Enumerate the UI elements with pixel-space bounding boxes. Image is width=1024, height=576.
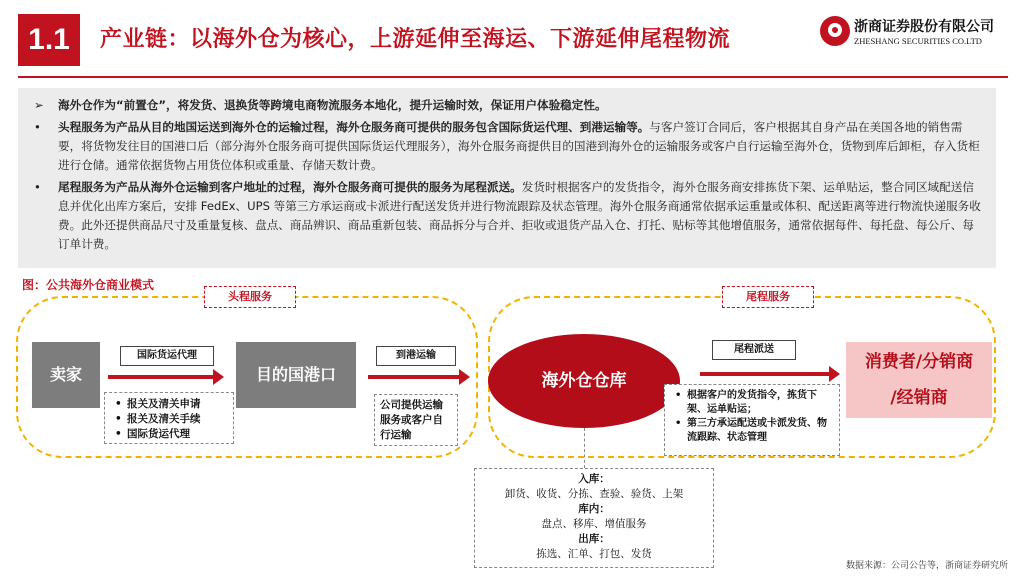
inbound-label: 入库： <box>578 473 610 485</box>
arrow-bullet-icon: ➢ <box>34 98 44 112</box>
destination-port-box: 目的国港口 <box>236 342 356 408</box>
section-number: 1.1 <box>18 14 80 66</box>
warehouse-to-consumer-arrow <box>700 372 830 376</box>
summary-text-box <box>18 88 996 268</box>
warehouse-operations-box <box>474 468 714 568</box>
bullet-bold-text: 尾程服务为产品从海外仓运输到客户地址的过程，海外仓服务商可提供的服务为尾程派送。 <box>58 180 522 194</box>
last-mile-services-box <box>664 384 840 456</box>
company-logo <box>820 14 1010 58</box>
logo-mark-icon <box>820 16 850 46</box>
overseas-warehouse: 海外仓仓库 <box>488 334 680 428</box>
first-leg-services-box <box>104 392 234 444</box>
logo-name-cn: 浙商证券股份有限公司 <box>854 19 994 35</box>
consumer-distributor-box <box>846 342 992 418</box>
freight-forwarding-label: 国际货运代理 <box>120 346 214 366</box>
in-warehouse-text: 盘点、移库、增值服务 <box>541 518 647 530</box>
warehouse-ops-connector <box>584 428 585 468</box>
figure-title: 图：公共海外仓商业模式 <box>22 278 155 292</box>
data-source: 数据来源：公司公告等，浙商证券研究所 <box>845 561 1008 571</box>
dot-bullet-icon: • <box>34 180 41 194</box>
consumer-line-1: 消费者/分销商 <box>864 352 974 372</box>
port-transport-note <box>374 394 458 446</box>
port-note-text: 公司提供运输服务或客户自行运输 <box>380 399 443 441</box>
seller-to-port-arrow <box>108 375 214 379</box>
outbound-text: 拣选、汇单、打包、发货 <box>536 548 652 560</box>
page-title: 产业链：以海外仓为核心，上游延伸至海运、下游延伸尾程物流 <box>100 27 731 52</box>
last-mile-delivery-label: 尾程派送 <box>712 340 796 360</box>
service-item: • 第三方承运配送或卡派发货、物流跟踪、状态管理 <box>673 417 831 445</box>
inbound-text: 卸货、收货、分拣、查验、验货、上架 <box>504 488 684 500</box>
bullet-first-leg <box>32 118 982 175</box>
service-item: • 根据客户的发货指令，拣货下架、运单贴运； <box>673 389 831 417</box>
bullet-body-text: 与客户签订合同后，客户根据其自身产品在美国各地的销售需要，将货物发往目的国港口后（部分海外仓服务商可提供国际货运代理服务），海外仓服务商提供目的国港到海外仓的运输服务或客户自行运输至海外仓，货物到库后卸柜，存入货柜进行仓储。通常依据货物占用货位体积或重量、存储天数计费。 <box>58 120 980 172</box>
bullet-front-warehouse <box>32 96 982 115</box>
consumer-line-2: /经销商 <box>890 388 948 408</box>
service-item: • 报关及清关申请 <box>113 397 225 412</box>
bullet-last-mile <box>32 178 982 254</box>
last-mile-label: 尾程服务 <box>722 286 814 308</box>
dot-bullet-icon: • <box>34 120 41 134</box>
bullet-bold-text: 海外仓作为“前置仓”，将发货、退换货等跨境电商物流服务本地化，提升运输时效，保证用户体验稳定性。 <box>58 98 607 112</box>
logo-name-en: ZHESHANG SECURITIES CO.LTD <box>854 36 982 46</box>
port-transport-label: 到港运输 <box>376 346 456 366</box>
in-warehouse-label: 库内： <box>578 503 610 515</box>
header-divider <box>18 76 1008 78</box>
bullet-body-text: 发货时根据客户的发货指令，海外仓服务商安排拣货下架、运单贴运，整合同区域配送信息并优化出库方案后，安排 FedEx、UPS 等第三方承运商或卡派进行配送发货并进行物流跟踪及状态管理。海外仓服务商通常依据承运重量或体积、配送距离等进行物流快递服务收费。此外还提供商品尺寸及重量复核、盘点、商品辨识、商品重新包装、商品拆分与合并、拒收或退货产品入仓、打托、贴标等其他增值服务，通常依据每件、每托盘、每公斤、每订单计费。 <box>58 180 981 251</box>
service-item: • 报关及清关手续 <box>113 412 225 427</box>
service-item: • 国际货运代理 <box>113 427 225 442</box>
seller-box: 卖家 <box>32 342 100 408</box>
first-leg-label: 头程服务 <box>204 286 296 308</box>
port-to-warehouse-arrow <box>368 375 460 379</box>
bullet-bold-text: 头程服务为产品从目的地国运送到海外仓的运输过程，海外仓服务商可提供的服务包含国际货运代理、到港运输等。 <box>58 120 650 134</box>
outbound-label: 出库： <box>578 533 610 545</box>
